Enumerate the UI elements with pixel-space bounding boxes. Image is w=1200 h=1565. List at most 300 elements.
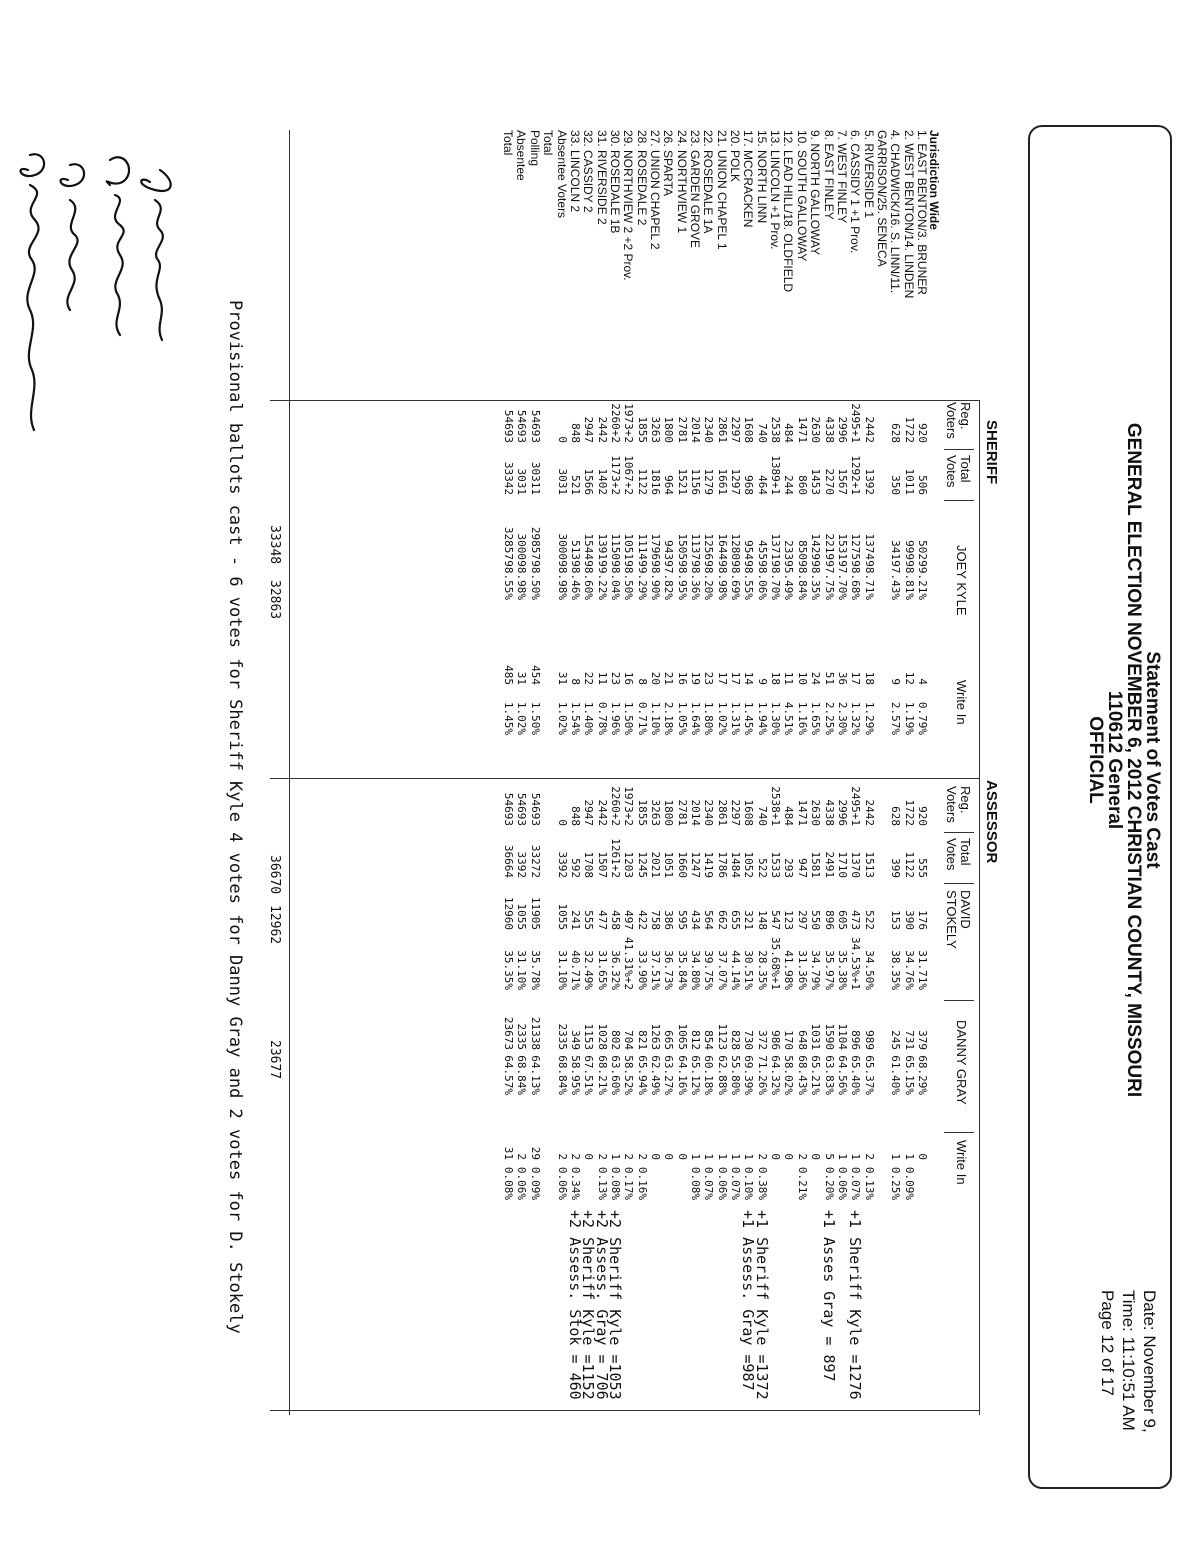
sheriff-cell: 98.20% bbox=[702, 560, 716, 600]
sheriff-cell: 31 bbox=[555, 671, 569, 685]
assessor-cell: 812 bbox=[689, 1030, 703, 1050]
jurisdiction-name: 7. WEST FINLEY bbox=[834, 130, 849, 224]
assessor-cell: 1973+2 bbox=[622, 786, 636, 826]
assessor-cell: 5 bbox=[822, 1153, 836, 1160]
assessor-cell: 605 bbox=[835, 910, 849, 930]
assessor-cell: 2021 bbox=[649, 851, 662, 878]
assessor-cell: 35.38% bbox=[835, 950, 849, 990]
sheriff-cell: 20 bbox=[649, 671, 662, 685]
assessor-cell: 64.16% bbox=[675, 1055, 689, 1095]
assessor-cell: 44.14% bbox=[729, 950, 743, 990]
assessor-cell: 0.10% bbox=[742, 1166, 756, 1200]
jurisdiction-name: 5. RIVERSIDE 1 bbox=[861, 130, 876, 219]
assessor-cell: 2 bbox=[635, 1153, 649, 1160]
assessor-cell: 1123 bbox=[715, 1023, 729, 1050]
signature-2 bbox=[107, 157, 129, 335]
sheriff-cell: 2.18% bbox=[662, 701, 676, 735]
assessor-cell: 1 bbox=[715, 1153, 729, 1160]
jurisdiction-name: 24. NORTHVIEW 1 bbox=[674, 130, 689, 234]
sheriff-cell: 98.55% bbox=[502, 560, 516, 600]
sheriff-cell: 1.19% bbox=[902, 701, 916, 735]
assessor-cell: 0.07% bbox=[849, 1166, 863, 1200]
assessor-cell: 1 bbox=[729, 1153, 743, 1160]
assessor-cell: 39.75% bbox=[702, 950, 716, 990]
sheriff-cell: 14 bbox=[742, 671, 756, 685]
assessor-cell: 730 bbox=[742, 1030, 756, 1050]
assessor-cell: 37.07% bbox=[715, 950, 729, 990]
assessor-cell: 390 bbox=[902, 910, 916, 930]
assessor-cell: 69.39% bbox=[742, 1055, 756, 1095]
sheriff-cell: 2861 bbox=[715, 416, 729, 443]
sheriff-cell: 98.69% bbox=[729, 560, 743, 600]
assessor-cell: 65.94% bbox=[635, 1055, 649, 1095]
jurisdiction-name: 32. CASSIDY 2 bbox=[581, 130, 596, 213]
assessor-total-sum: 36670 bbox=[267, 855, 282, 895]
sheriff-cell: 98.81% bbox=[902, 560, 916, 600]
assessor-cell: 2538+1 bbox=[769, 786, 783, 826]
sheriff-cell: 1.10% bbox=[649, 701, 662, 735]
sheriff-total-header: Total Votes bbox=[944, 455, 973, 488]
assessor-cell: 477 bbox=[595, 910, 609, 930]
jurisdiction-name: 9. NORTH GALLOWAY bbox=[808, 130, 823, 256]
sheriff-cell: 36 bbox=[835, 671, 849, 685]
assessor-cell: 68.84% bbox=[515, 1055, 529, 1095]
table-rule bbox=[944, 1132, 974, 1133]
assessor-cell: 170 bbox=[782, 1030, 796, 1050]
sheriff-cell: 98.50% bbox=[528, 560, 542, 600]
sheriff-cell: 1.50% bbox=[528, 701, 542, 735]
assessor-cell: 0.08% bbox=[608, 1166, 622, 1200]
sheriff-cell: 11 bbox=[595, 671, 609, 685]
sheriff-cell: 1.45% bbox=[502, 701, 516, 735]
sheriff-cell: 2781 bbox=[675, 416, 689, 443]
assessor-cell: 148 bbox=[755, 910, 769, 930]
assessor-cell: 71.26% bbox=[755, 1055, 769, 1095]
assessor-cell: 2495+1 bbox=[849, 786, 863, 826]
sheriff-cell: 54693 bbox=[528, 409, 542, 443]
sheriff-cell: 8 bbox=[635, 678, 649, 685]
sheriff-cell: 943 bbox=[662, 540, 676, 560]
sheriff-cell: 97.75% bbox=[822, 560, 836, 600]
assessor-cell: 2297 bbox=[729, 799, 743, 826]
sheriff-writein-header: Write In bbox=[954, 680, 969, 725]
sheriff-cell: 22 bbox=[582, 671, 596, 685]
assessor-cell: 1052 bbox=[742, 851, 756, 878]
assessor-cell: 1263 bbox=[649, 1023, 662, 1050]
sheriff-cell: 1608 bbox=[742, 416, 756, 443]
assessor-cell: 1370 bbox=[849, 851, 863, 878]
assessor-cell: 34.53%+1 bbox=[849, 937, 863, 990]
sheriff-cell: 1.16% bbox=[795, 701, 809, 735]
assessor-cell: 854 bbox=[702, 1030, 716, 1050]
sheriff-cell: 1137 bbox=[689, 533, 703, 560]
assessor-cell: 37.51% bbox=[649, 950, 662, 990]
sheriff-cell: 964 bbox=[662, 475, 676, 495]
assessor-cell: 458 bbox=[608, 910, 622, 930]
sheriff-cell: 4.51% bbox=[782, 701, 796, 735]
margin-note: +1 Asses Gray = 897 bbox=[819, 1210, 838, 1382]
sheriff-cell: 506 bbox=[916, 475, 929, 495]
assessor-cell: 1 bbox=[689, 1153, 703, 1160]
jurisdiction-name: 1. EAST BENTON/3. BRUNER bbox=[915, 130, 929, 295]
assessor-cell: 0 bbox=[649, 1153, 662, 1160]
sheriff-cell: 1567 bbox=[835, 468, 849, 495]
assessor-cell: 1786 bbox=[715, 851, 729, 878]
assessor-cell: 1055 bbox=[555, 903, 569, 930]
report-date: Date: November 9, bbox=[1140, 1290, 1159, 1433]
sheriff-cell: 10 bbox=[795, 671, 809, 685]
sheriff-cell: 54693 bbox=[515, 409, 529, 443]
sheriff-cell: 464 bbox=[755, 475, 769, 495]
assessor-cell: 31.10% bbox=[515, 950, 529, 990]
report-time: Time: 11:10:51 AM bbox=[1119, 1290, 1138, 1431]
assessor-cell: 2340 bbox=[702, 799, 716, 826]
sheriff-cell: 350 bbox=[889, 475, 903, 495]
sheriff-cell: 1.65% bbox=[809, 701, 823, 735]
assessor-cell: 54693 bbox=[528, 792, 542, 826]
assessor-cell: 31.71% bbox=[916, 950, 929, 990]
assessor-cell: 64.56% bbox=[835, 1055, 849, 1095]
sheriff-cell: 455 bbox=[755, 540, 769, 560]
assessor-cell: 293 bbox=[782, 858, 796, 878]
sheriff-cell: 1.02% bbox=[555, 701, 569, 735]
margin-note: +2 Sheriff Kyle =1053 bbox=[605, 1210, 624, 1400]
sheriff-cell: 1.05% bbox=[675, 701, 689, 735]
sheriff-cell: 1.45% bbox=[742, 701, 756, 735]
assessor-cell: 60.18% bbox=[702, 1055, 716, 1095]
sheriff-cell: 98.55% bbox=[742, 560, 756, 600]
assessor-cell: 1055 bbox=[515, 903, 529, 930]
sheriff-cell: 1173+2 bbox=[608, 455, 622, 495]
sheriff-cell: 2442 bbox=[595, 416, 609, 443]
title-line-4: OFFICIAL bbox=[1085, 716, 1106, 804]
assessor-cell: 12960 bbox=[502, 896, 516, 930]
sheriff-cell: 341 bbox=[889, 540, 903, 560]
assessor-cell: 655 bbox=[729, 910, 743, 930]
assessor-cell: 2 bbox=[622, 1153, 636, 1160]
margin-note: +1 Assess. Gray =987 bbox=[739, 1210, 758, 1391]
report-meta bbox=[1097, 1290, 1160, 1530]
assessor-cell: 40.71% bbox=[568, 950, 582, 990]
assessor-cell: 802 bbox=[608, 1030, 622, 1050]
sheriff-cell: 1566 bbox=[582, 468, 596, 495]
jurisdiction-name: 28. ROSEDALE 2 bbox=[634, 130, 649, 226]
sheriff-cell: 99.29% bbox=[635, 560, 649, 600]
sheriff-cell: 1.64% bbox=[689, 701, 703, 735]
title-line-3: 110612 General bbox=[1104, 690, 1125, 830]
sheriff-cell: 1.29% bbox=[862, 701, 876, 735]
sheriff-cell: 97.82% bbox=[662, 560, 676, 600]
sheriff-cell: 11 bbox=[782, 671, 796, 685]
sheriff-cell: 1521 bbox=[675, 468, 689, 495]
assessor-cell: 35.35% bbox=[502, 950, 516, 990]
jurisdiction-name: 17. MCCRACKEN bbox=[741, 130, 756, 228]
assessor-reg-header: Reg. Voters bbox=[944, 786, 973, 823]
assessor-cell: 1 bbox=[835, 1153, 849, 1160]
assessor-cell: 349 bbox=[568, 1030, 582, 1050]
sheriff-cell: 1.02% bbox=[515, 701, 529, 735]
assessor-cell: 2947 bbox=[582, 799, 596, 826]
assessor-cell: 1 bbox=[742, 1153, 756, 1160]
assessor-cell: 522 bbox=[755, 858, 769, 878]
sheriff-cell: 1.32% bbox=[849, 701, 863, 735]
sheriff-cell: 3031 bbox=[515, 468, 529, 495]
assessor-section-label: ASSESSOR bbox=[983, 780, 1000, 864]
sheriff-cell: 54693 bbox=[502, 409, 516, 443]
assessor-cell: 2260+2 bbox=[608, 786, 622, 826]
sheriff-cell: 2495+1 bbox=[849, 403, 863, 443]
jurisdiction-name: Polling bbox=[527, 130, 542, 167]
sheriff-cell: 12 bbox=[902, 671, 916, 685]
sheriff-cell: 3031 bbox=[555, 468, 569, 495]
assessor-cell: 1051 bbox=[662, 851, 676, 878]
sheriff-cell: 1256 bbox=[702, 533, 716, 560]
assessor-cell: 1122 bbox=[902, 851, 916, 878]
assessor-cell: 30.51% bbox=[742, 950, 756, 990]
jurisdiction-name: 29. NORTHVIEW 2 +2 Prov. bbox=[621, 130, 636, 281]
sheriff-cell: 920 bbox=[916, 423, 929, 443]
sheriff-cell: 740 bbox=[755, 423, 769, 443]
assessor-cell: 1 bbox=[849, 1153, 863, 1160]
sheriff-cell: 16 bbox=[622, 671, 636, 685]
jurisdiction-name: 13. LINCOLN +1 Prov. bbox=[768, 130, 783, 250]
assessor-cell: 2 bbox=[862, 1153, 876, 1160]
assessor-cell: 1722 bbox=[902, 799, 916, 826]
sheriff-cell: 1011 bbox=[902, 468, 916, 495]
signature-block bbox=[10, 140, 180, 560]
table-rule bbox=[944, 832, 974, 833]
provisional-note: Provisional ballots cast - 6 votes for Sheriff Kyle 4 votes for Danny Gray and 2 votes for D. Stokely bbox=[225, 300, 245, 1334]
assessor-cell: 65.21% bbox=[809, 1055, 823, 1095]
assessor-cell: 2491 bbox=[822, 851, 836, 878]
sheriff-cell: 23 bbox=[702, 671, 716, 685]
assessor-cell: 1590 bbox=[822, 1023, 836, 1050]
assessor-cell: 947 bbox=[795, 858, 809, 878]
sheriff-cell: 2.25% bbox=[822, 701, 836, 735]
assessor-cell: 67.51% bbox=[582, 1055, 596, 1095]
sheriff-cell: 2.57% bbox=[889, 701, 903, 735]
sheriff-cell: 0.78% bbox=[595, 701, 609, 735]
assessor-cell: 1028 bbox=[595, 1023, 609, 1050]
assessor-cell: 0.06% bbox=[835, 1166, 849, 1200]
assessor-cell: 547 bbox=[769, 910, 783, 930]
assessor-cell: 0 bbox=[662, 1153, 676, 1160]
assessor-cell: 65.40% bbox=[849, 1055, 863, 1095]
assessor-cell: 1471 bbox=[795, 799, 809, 826]
assessor-cell: 0.13% bbox=[862, 1166, 876, 1200]
sheriff-cell: 1800 bbox=[662, 416, 676, 443]
assessor-writein-header: Write In bbox=[954, 1140, 969, 1185]
sheriff-cell: 31 bbox=[515, 671, 529, 685]
signature-3 bbox=[61, 164, 85, 310]
sheriff-cell: 0 bbox=[555, 436, 569, 443]
assessor-cell: 0.16% bbox=[635, 1166, 649, 1200]
sheriff-cell: 1150 bbox=[608, 533, 622, 560]
sheriff-cell: 2219 bbox=[822, 533, 836, 560]
sheriff-cell: 1279 bbox=[702, 468, 716, 495]
sheriff-cell: 4338 bbox=[822, 416, 836, 443]
sheriff-cell: 1644 bbox=[715, 533, 729, 560]
sheriff-cell: 98.35% bbox=[809, 560, 823, 600]
assessor-cell: 68.84% bbox=[555, 1055, 569, 1095]
sheriff-cell: 999 bbox=[902, 540, 916, 560]
sheriff-cell: 1.80% bbox=[702, 701, 716, 735]
jurisdiction-name: Absentee Voters bbox=[554, 130, 569, 219]
sheriff-cell: 1391 bbox=[595, 533, 609, 560]
assessor-cell: 1153 bbox=[582, 1023, 596, 1050]
assessor-cell: 31.10% bbox=[555, 950, 569, 990]
assessor-cell: 1 bbox=[608, 1153, 622, 1160]
sheriff-cell: 97.43% bbox=[889, 560, 903, 600]
assessor-cell: 379 bbox=[916, 1030, 929, 1050]
assessor-cell: 58.02% bbox=[782, 1055, 796, 1095]
assessor-cell: 4338 bbox=[822, 799, 836, 826]
sheriff-section-label: SHERIFF bbox=[983, 420, 1000, 485]
assessor-cell: 434 bbox=[689, 910, 703, 930]
sheriff-cell: 98.95% bbox=[675, 560, 689, 600]
assessor-cell: 176 bbox=[916, 910, 929, 930]
assessor-cell: 65.37% bbox=[862, 1055, 876, 1095]
assessor-cell: 2861 bbox=[715, 799, 729, 826]
assessor-cell: 1660 bbox=[675, 851, 689, 878]
sheriff-cell: 9 bbox=[889, 678, 903, 685]
sheriff-cell: 17 bbox=[849, 671, 863, 685]
assessor-cell: 1855 bbox=[635, 799, 649, 826]
sheriff-cell: 18 bbox=[862, 671, 876, 685]
assessor-cell: 61.40% bbox=[889, 1055, 903, 1095]
assessor-cell: 68.29% bbox=[916, 1055, 929, 1095]
assessor-cell: 1 bbox=[902, 1153, 916, 1160]
assessor-cell: 758 bbox=[649, 910, 662, 930]
sheriff-cell: 1722 bbox=[902, 416, 916, 443]
sheriff-cell: 1067+2 bbox=[622, 455, 636, 495]
jurisdiction-name: 31. RIVERSIDE 2 bbox=[594, 130, 609, 225]
assessor-cell: 2 bbox=[755, 1153, 769, 1160]
sheriff-cell: 3263 bbox=[649, 416, 662, 443]
sheriff-cell: 1796 bbox=[649, 533, 662, 560]
signature-4 bbox=[21, 154, 45, 430]
assessor-cell: 65.15% bbox=[902, 1055, 916, 1095]
assessor-cell: 1031 bbox=[809, 1023, 823, 1050]
sheriff-cell: 1.02% bbox=[715, 701, 729, 735]
assessor-cell: 68.21% bbox=[595, 1055, 609, 1095]
assessor-cell: 1581 bbox=[809, 851, 823, 878]
assessor-cell: 64.32% bbox=[769, 1055, 783, 1095]
assessor-cell: 63.27% bbox=[662, 1055, 676, 1095]
assessor-cell: 662 bbox=[715, 910, 729, 930]
jurisdiction-name: 4. CHADWICK/16. S. LINN/11. bbox=[888, 130, 903, 294]
sheriff-cell: 17 bbox=[729, 671, 743, 685]
assessor-cell: 41.98% bbox=[782, 950, 796, 990]
sheriff-cell: 98.68% bbox=[849, 560, 863, 600]
assessor-cell: 648 bbox=[795, 1030, 809, 1050]
assessor-cell: 2 bbox=[795, 1153, 809, 1160]
sheriff-cell: 1471 bbox=[795, 416, 809, 443]
assessor-cell: 63.83% bbox=[822, 1055, 836, 1095]
assessor-cell: 241 bbox=[568, 910, 582, 930]
assessor-cell: 422 bbox=[635, 910, 649, 930]
sheriff-cell: 1.54% bbox=[568, 701, 582, 735]
assessor-cell: 31.36% bbox=[795, 950, 809, 990]
sheriff-cell: 98.50% bbox=[622, 560, 636, 600]
assessor-cell: 2014 bbox=[689, 799, 703, 826]
sheriff-cell: 1855 bbox=[635, 416, 649, 443]
jurisdiction-name: 22. ROSEDALE 1A bbox=[701, 130, 716, 234]
assessor-cell: 0 bbox=[555, 819, 569, 826]
assessor-cell: 35.84% bbox=[675, 950, 689, 990]
assessor-cell: 550 bbox=[809, 910, 823, 930]
assessor-cell: 1 bbox=[889, 1153, 903, 1160]
sheriff-cell: 2442 bbox=[862, 416, 876, 443]
assessor-cell: 1800 bbox=[662, 799, 676, 826]
totals-rule bbox=[289, 130, 290, 1415]
assessor-cell: 36.73% bbox=[662, 950, 676, 990]
assessor-cell: 1245 bbox=[635, 851, 649, 878]
sheriff-cell: 2270 bbox=[822, 468, 836, 495]
assessor-cell: 1484 bbox=[729, 851, 743, 878]
sheriff-cell: 1.40% bbox=[582, 701, 596, 735]
sheriff-cell: 99.21% bbox=[916, 560, 929, 600]
assessor-cell: 628 bbox=[889, 806, 903, 826]
margin-note: +1 Sheriff Kyle =1372 bbox=[752, 1210, 771, 1400]
sheriff-cell: 233 bbox=[782, 540, 796, 560]
assessor-cell: 497 bbox=[622, 910, 636, 930]
jurisdiction-name: GARRISON/25. SENECA bbox=[874, 130, 889, 267]
sheriff-cell: 1531 bbox=[835, 533, 849, 560]
sheriff-cell: 3000 bbox=[515, 533, 529, 560]
table-rule bbox=[944, 449, 974, 450]
sheriff-cell: 454 bbox=[528, 665, 542, 685]
assessor-cell: 1507 bbox=[595, 851, 609, 878]
assessor-cell: 2996 bbox=[835, 799, 849, 826]
sheriff-cell: 850 bbox=[795, 540, 809, 560]
margin-note: +2 Assess. Gray = 706 bbox=[592, 1210, 611, 1400]
assessor-cell: 0.08% bbox=[689, 1166, 703, 1200]
assessor-cell: 986 bbox=[769, 1030, 783, 1050]
sheriff-cell: 521 bbox=[568, 475, 582, 495]
assessor-cell: 123 bbox=[782, 910, 796, 930]
sheriff-cell: 1816 bbox=[649, 468, 662, 495]
assessor-cell: 35.78% bbox=[528, 950, 542, 990]
sheriff-cell: 3000 bbox=[555, 533, 569, 560]
assessor-cell: 0.06% bbox=[555, 1166, 569, 1200]
jurisdiction-name: 10. SOUTH GALLOWAY bbox=[794, 130, 809, 262]
assessor-cell: 31 bbox=[502, 1146, 516, 1160]
sheriff-cell: 2538 bbox=[769, 416, 783, 443]
sheriff-cell: 1292+1 bbox=[849, 455, 863, 495]
assessor-cell: 0.20% bbox=[822, 1166, 836, 1200]
sheriff-candidate-header: JOEY KYLE bbox=[954, 545, 969, 616]
assessor-cell: 2781 bbox=[675, 799, 689, 826]
assessor-cell: 34.76% bbox=[902, 950, 916, 990]
sheriff-cell: 1.94% bbox=[755, 701, 769, 735]
assessor-cell: 1533 bbox=[769, 851, 783, 878]
jurisdiction-name: 33. LINCOLN 2 bbox=[567, 130, 582, 213]
assessor-cell: 34.80% bbox=[689, 950, 703, 990]
jurisdiction-name: 27. UNION CHAPEL 2 bbox=[648, 130, 662, 250]
assessor-cell: 297 bbox=[795, 910, 809, 930]
jurisdiction-name: Total bbox=[541, 130, 556, 156]
sheriff-cell: 51 bbox=[822, 671, 836, 685]
assessor-cell: 0.09% bbox=[528, 1166, 542, 1200]
jurisdiction-name: 26. SPARTA bbox=[661, 130, 676, 197]
assessor-cell: 3392 bbox=[555, 851, 569, 878]
sheriff-cell: 2947 bbox=[582, 416, 596, 443]
sheriff-cell: 98.70% bbox=[769, 560, 783, 600]
assessor-stokely-sum: 12962 bbox=[267, 905, 282, 945]
assessor-cell: 3392 bbox=[515, 851, 529, 878]
assessor-cell: 0.25% bbox=[889, 1166, 903, 1200]
